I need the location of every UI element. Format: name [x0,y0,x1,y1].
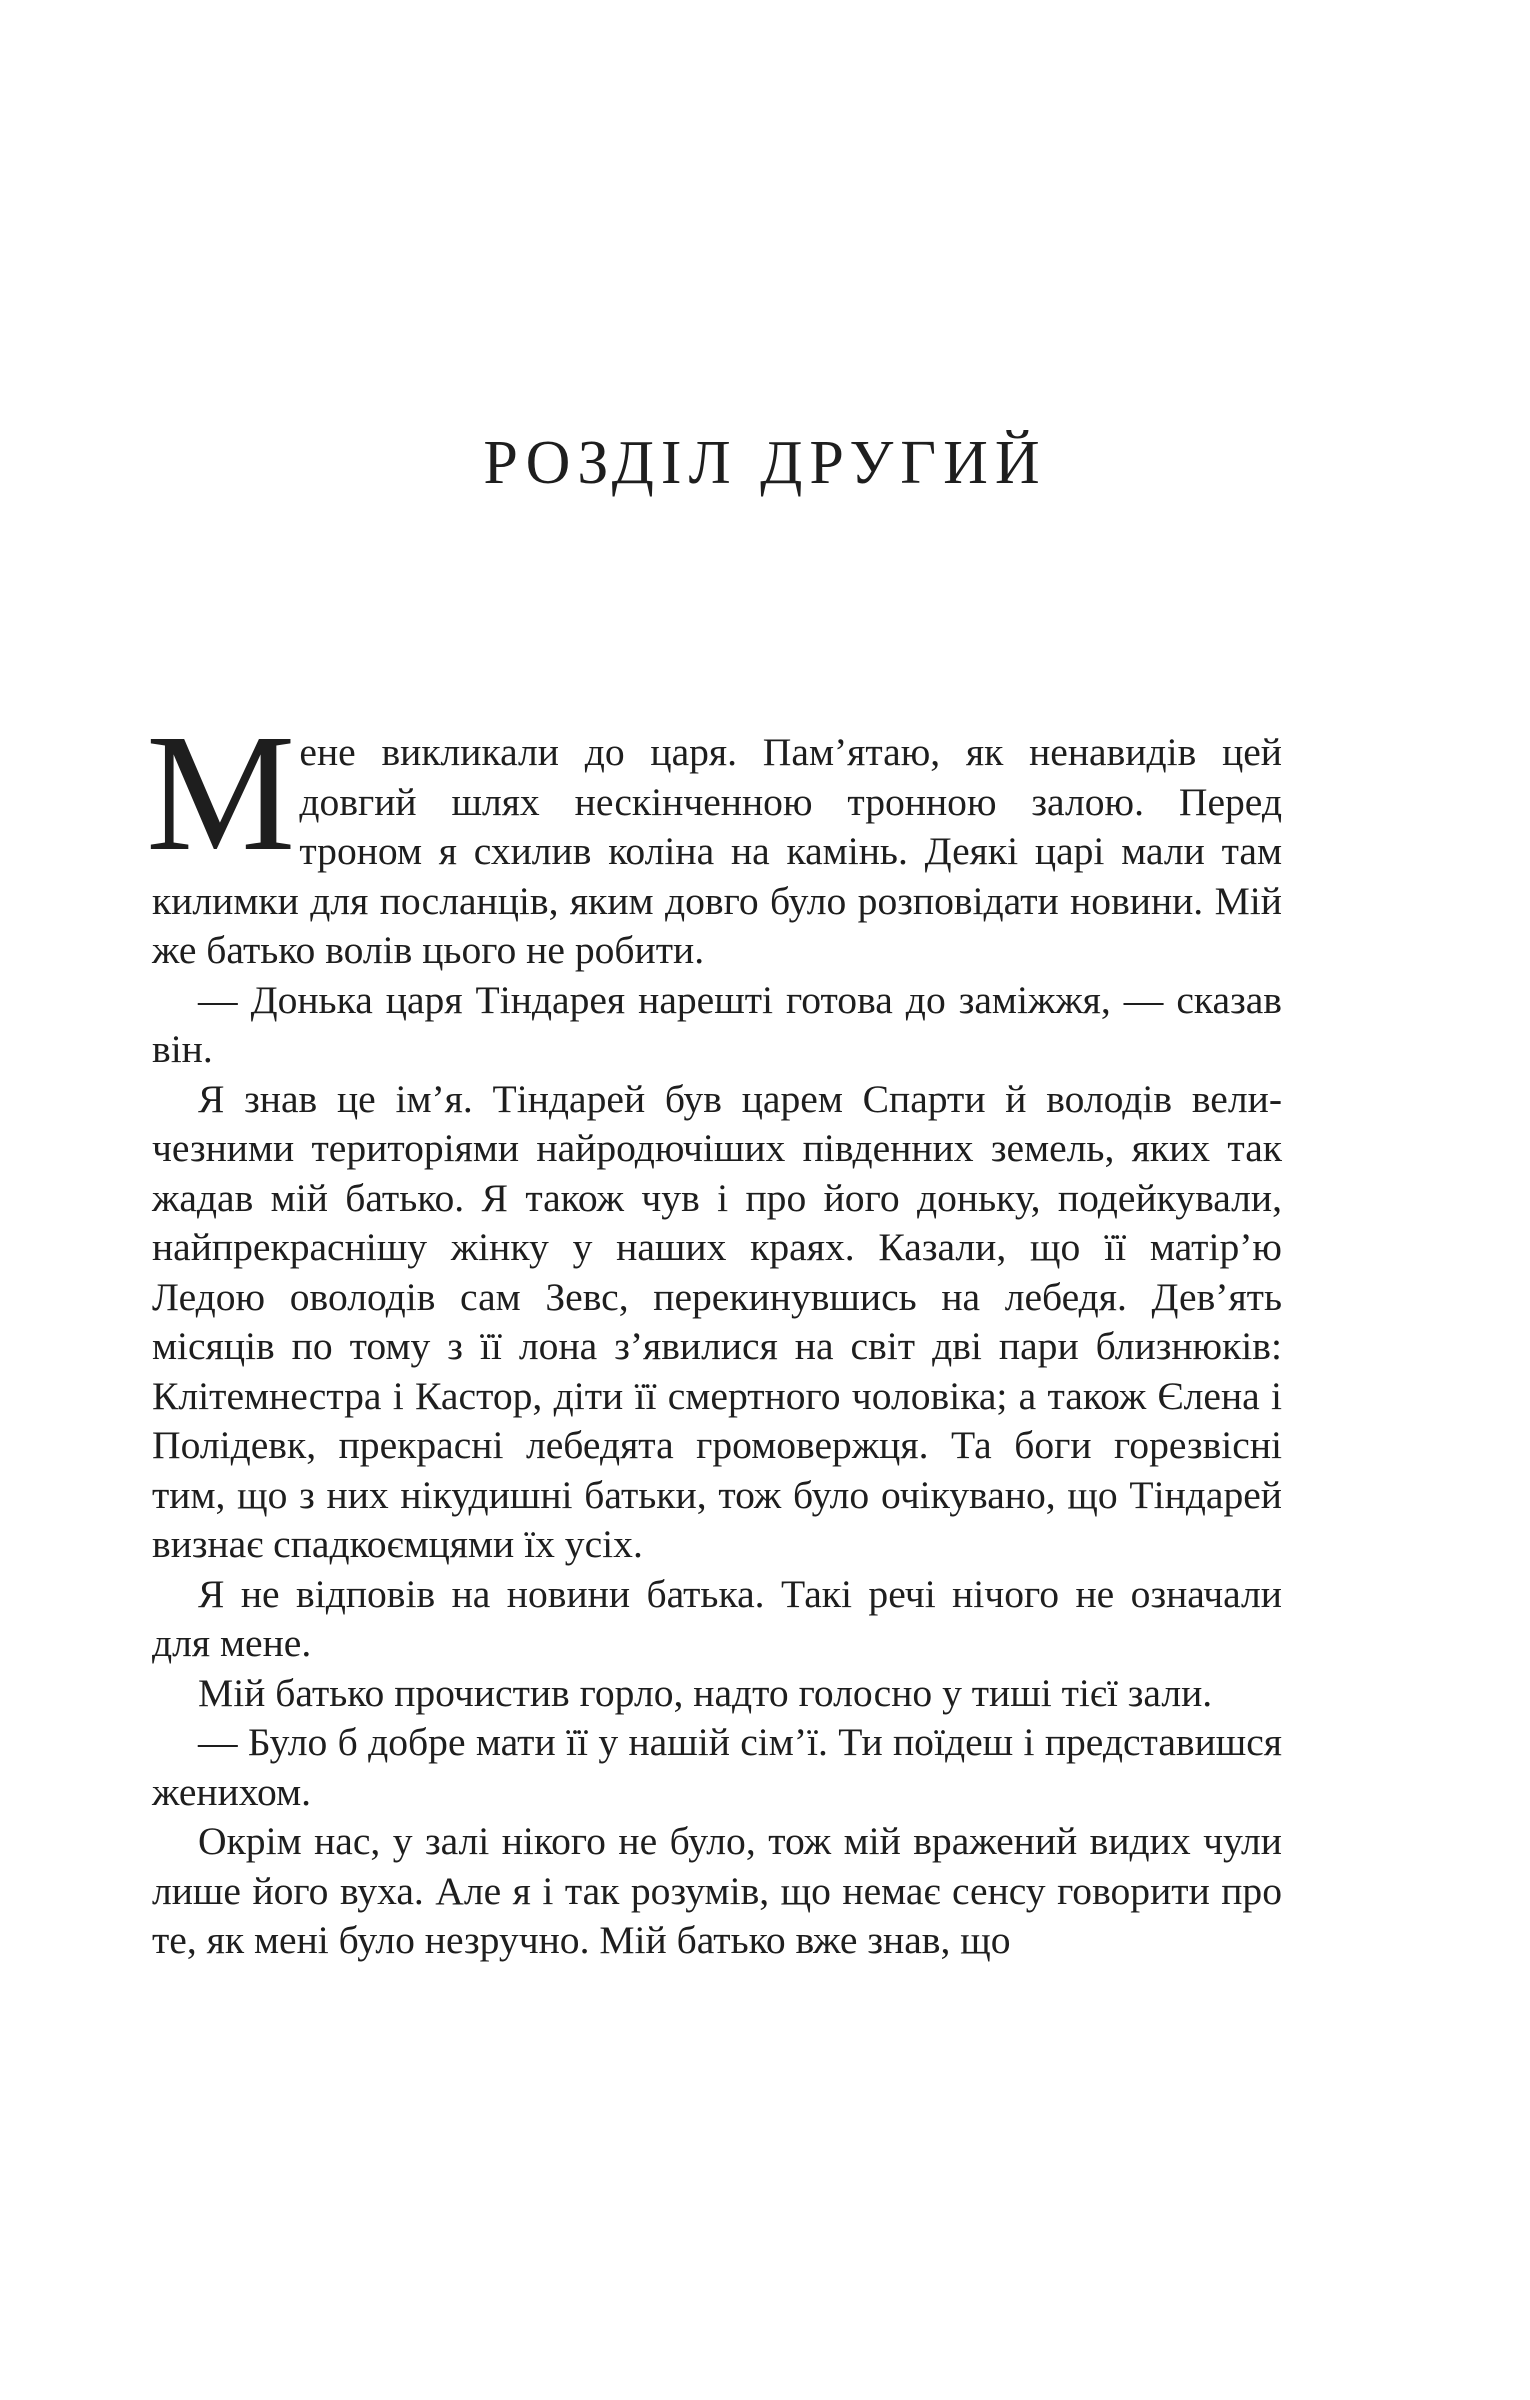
paragraph-4: Я не відповів на новини батька. Такі речі нічого не означали для мене. [152,1571,1282,1665]
paragraph-6: — Було б добре мати її у нашій сім’ї. Ти поїдеш і представишся женихом. [152,1720,1282,1814]
paragraph-2: — Донька царя Тіндарея нарешті готова до заміжжя, — сказав він. [152,977,1282,1071]
paragraph-1-text: ене викликали до царя. Пам’ятаю, як ненавидів цей довгий шлях нескінченною тронною залою. Перед троном я схилив коліна на камінь. Деякі царі мали там килимки для посланців, яким довго було розповідати новини. Мій же батько волів цього не робити. [152,730,1282,972]
chapter-title: РОЗДІЛ ДРУГИЙ [483,429,1047,497]
body-text [146,700,1282,1966]
paragraph-1 [146,700,1282,976]
paragraph-7: Окрім нас, у залі нікого не було, тож мій вражений видих чули лише його вуха. Але я і так розумів, що немає сенсу говорити про те, як мені було незручно. Мій батько вже знав, що [152,1819,1282,1962]
drop-cap: М [146,700,296,886]
paragraph-3: Я знав це ім’я. Тіндарей був царем Спарти й володів величезними територіями найродючіших південних земель, яких так жадав мій батько. Я також чув і про його доньку, подейкували, найпрекраснішу жінку у наших краях. Казали, що її матір’ю Ледою оволодів сам Зевс, перекинувшись на лебедя. Дев’ять місяців по тому з її лона з’явилися на світ дві пари близнюків: Клітемнестра і Кастор, діти її смертного чоловіка; а також Єлена і Полідевк, прекрасні лебедята громовержця. Та боги горезвісні тим, що з них нікудишні батьки, тож було очікувано, що Тіндарей визнає спадкоємцями їх усіх. [152,1076,1282,1566]
paragraph-5: Мій батько прочистив горло, надто голосно у тиші тієї зали. [198,1670,1213,1715]
